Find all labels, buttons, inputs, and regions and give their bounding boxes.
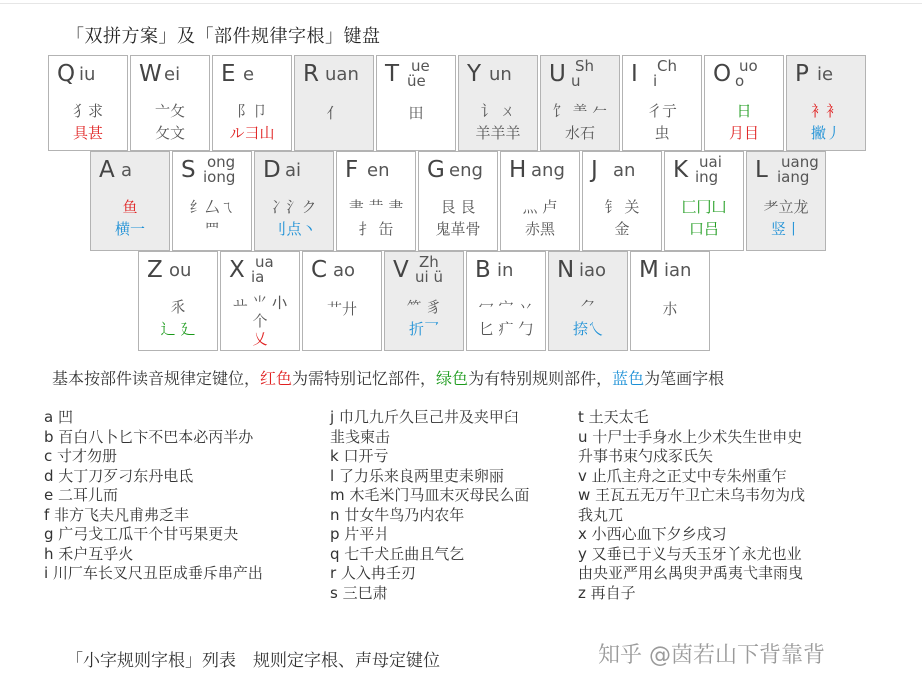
key-r[interactable] <box>294 55 374 151</box>
key-final: u <box>571 72 581 90</box>
legend-text-2: 为需特别记忆部件， <box>292 369 437 388</box>
key-radical: 田 <box>408 104 424 122</box>
key-final: an <box>613 160 636 181</box>
list-item: a 凹 <box>44 408 73 426</box>
key-radical: 犭求 <box>72 102 103 120</box>
key-g[interactable] <box>418 151 498 251</box>
key-letter: Z <box>147 257 163 283</box>
key-letter: S <box>181 157 196 183</box>
key-radical: 虫 <box>654 124 670 142</box>
key-final: uan <box>325 64 359 85</box>
list-item: z 再自子 <box>578 583 636 602</box>
key-red-radical: 月目 <box>728 124 759 142</box>
key-letter: P <box>795 61 809 87</box>
list-item: m 木毛米门马皿末灭母民么面 <box>330 486 530 504</box>
list-item: b 百白八卜匕卞不巴本必丙半办 <box>44 427 254 446</box>
key-final: ai <box>285 160 302 181</box>
key-h[interactable] <box>500 151 580 251</box>
key-letter: R <box>303 61 319 87</box>
key-final: ou <box>169 260 192 281</box>
radical-list-col2 <box>330 408 529 603</box>
key-final: iong <box>203 168 236 186</box>
key-final: in <box>497 260 514 281</box>
key-letter: C <box>311 257 328 283</box>
key-final: ei <box>164 64 181 85</box>
key-w[interactable] <box>130 55 210 151</box>
legend-text-1: 基本按部件读音规律定键位， <box>52 369 261 388</box>
key-radical: ⺮ 豸 <box>406 298 442 316</box>
key-final: ui ü <box>415 268 443 286</box>
key-final: ie <box>817 64 834 85</box>
key-radical: 金 <box>614 220 630 238</box>
list-item: y 又垂已于义与夭玉牙丫永尤也业 <box>578 544 802 563</box>
key-radical: 匕 疒 勹 <box>478 320 534 338</box>
key-blue-radical: 刂点丶 <box>271 220 317 238</box>
key-radical: 朩 <box>662 300 678 318</box>
key-red-radical: 具甚 <box>72 124 103 142</box>
key-y[interactable] <box>458 55 538 151</box>
key-letter: X <box>229 257 245 283</box>
key-radical: 饣 ⺷ 𠂉 <box>552 102 608 120</box>
key-q[interactable] <box>48 55 128 151</box>
watermark: 知乎 @茵若山下背靠背 <box>598 643 825 668</box>
key-letter: H <box>509 157 527 183</box>
key-letter: N <box>557 257 575 283</box>
key-final: ong <box>207 153 236 171</box>
legend-line <box>52 366 724 389</box>
key-c[interactable] <box>302 251 382 351</box>
list-item: f 非方飞夫凡甫弗乏丰 <box>44 505 190 524</box>
list-item: 由央亚严用幺禺臾尹禹夷弋聿雨曳 <box>578 564 804 582</box>
list-item: h 禾户互乎火 <box>44 544 134 563</box>
key-radical: 灬 卢 <box>522 198 558 216</box>
key-blue-radical: 横一 <box>114 220 145 238</box>
key-blue-radical: 捺乀 <box>572 320 603 338</box>
key-final: uang <box>781 153 819 171</box>
key-f[interactable] <box>336 151 416 251</box>
key-letter: G <box>427 157 445 183</box>
footer-caption: 「小字规则字根」列表 规则定字根、声母定键位 <box>66 651 440 671</box>
key-letter: A <box>99 157 115 183</box>
key-final: ian <box>664 260 692 281</box>
key-final: üe <box>407 72 426 90</box>
legend-blue-label: 蓝色 <box>612 369 645 388</box>
key-l[interactable] <box>746 151 826 251</box>
key-j[interactable] <box>582 151 662 251</box>
key-letter: M <box>639 257 659 283</box>
key-radical: 艮 艮 <box>440 198 476 216</box>
key-final: eng <box>449 160 483 181</box>
key-red-radical: 鱼 <box>122 198 138 216</box>
list-item: n 廿女牛鸟乃内农年 <box>330 505 465 524</box>
key-radical: 个 <box>252 312 268 330</box>
top-divider <box>0 3 922 4</box>
key-radical: 冫氵ク <box>271 198 317 216</box>
key-final: ang <box>531 160 565 181</box>
key-radical: 艹廾 <box>326 300 357 318</box>
key-radical: 亠攵 <box>154 102 185 120</box>
key-letter: V <box>393 257 409 283</box>
list-item: 我丸兀 <box>578 505 624 524</box>
key-x[interactable] <box>220 251 300 351</box>
key-m[interactable] <box>630 251 710 351</box>
key-radical: 攵文 <box>154 124 185 142</box>
key-radical: ⺈ <box>580 298 596 316</box>
key-radical: 耂立龙 <box>763 198 809 216</box>
key-letter: O <box>713 61 732 87</box>
key-final: en <box>367 160 390 181</box>
key-e[interactable] <box>212 55 292 151</box>
key-radical: 罒 <box>204 220 220 238</box>
key-red-radical: 乂 <box>252 330 268 348</box>
key-i[interactable] <box>622 55 702 151</box>
key-letter: D <box>263 157 281 183</box>
key-v[interactable] <box>384 251 464 351</box>
key-s[interactable] <box>172 151 252 251</box>
key-radical: ⺻ 龷 ⺻ <box>348 198 404 216</box>
key-green-radical: 口吕 <box>688 220 719 238</box>
key-letter: F <box>345 157 359 183</box>
key-radical: 阝卩 <box>236 102 267 120</box>
key-k[interactable] <box>664 151 744 251</box>
list-item: x 小西心血下夕乡戌习 <box>578 525 727 543</box>
key-radical: ㅛ ⺌ 𡭔 <box>232 294 288 312</box>
page-title: 「双拼方案」及「部件规律字根」键盘 <box>66 26 381 47</box>
key-d[interactable] <box>254 151 334 251</box>
key-letter: Y <box>467 61 482 87</box>
key-t[interactable] <box>376 55 456 151</box>
legend-text-4: 为笔画字根 <box>644 369 725 388</box>
key-letter: Q <box>57 61 76 87</box>
key-final: Sh <box>575 57 595 75</box>
radical-list-col3 <box>578 408 805 603</box>
key-letter: I <box>631 61 638 87</box>
key-letter: E <box>221 61 236 87</box>
key-radical: 冖 宀 丷 <box>478 298 534 316</box>
key-a[interactable] <box>90 151 170 251</box>
key-p[interactable] <box>786 55 866 151</box>
key-final: uai <box>699 153 722 171</box>
key-final: Zh <box>419 253 439 271</box>
legend-green-label: 绿色 <box>436 369 469 388</box>
key-o[interactable] <box>704 55 784 151</box>
key-u[interactable] <box>540 55 620 151</box>
key-letter: U <box>549 61 566 87</box>
list-item: k 口开亏 <box>330 447 389 465</box>
list-item: v 止爪主舟之正丈中专朱州重乍 <box>578 466 787 485</box>
key-letter: K <box>673 157 689 183</box>
key-final: iao <box>579 260 607 281</box>
legend-text-3: 为有特别规则部件， <box>468 369 613 388</box>
radical-list-col1 <box>44 408 263 584</box>
key-final: uo <box>739 57 758 75</box>
key-green-radical: 匚冂凵 <box>681 198 727 216</box>
list-item: 韭戋柬击 <box>330 427 391 446</box>
key-radical: 讠 ㄨ <box>480 102 516 120</box>
key-z[interactable] <box>138 251 218 351</box>
list-item: j 巾几九斤久巨己井及夹甲臼 <box>330 408 519 426</box>
key-final: e <box>243 64 255 85</box>
key-radical: 水石 <box>564 124 595 142</box>
list-item: p 片平爿 <box>330 525 390 543</box>
key-blue-radical: 折乛 <box>408 320 439 338</box>
key-green-radical: 日 <box>736 102 752 120</box>
list-item: 升事书束勺戍豕氏矢 <box>578 447 714 465</box>
key-final: a <box>121 160 133 181</box>
list-item: t 土天太乇 <box>578 408 649 426</box>
key-final: iang <box>777 168 810 186</box>
list-item: l 了力乐来良两里吏耒卵丽 <box>330 466 504 485</box>
key-final: ing <box>695 168 719 186</box>
key-radical: 纟厶ㄟ <box>189 198 235 216</box>
key-final: o <box>735 72 745 90</box>
key-final: i <box>653 72 658 90</box>
key-final: ao <box>333 260 356 281</box>
key-final: ua <box>255 253 274 271</box>
key-radical: 赤黑 <box>524 220 555 238</box>
key-red-radical: ル彐山 <box>229 124 275 142</box>
key-letter: W <box>139 61 162 87</box>
key-blue-radical: 竖丨 <box>770 220 801 238</box>
legend-red-label: 红色 <box>260 369 293 388</box>
key-letter: T <box>385 61 400 87</box>
list-item: c 寸才勿册 <box>44 447 118 465</box>
key-final: ia <box>251 268 265 286</box>
list-item: i 川厂车长叉尺丑臣成垂斥串产出 <box>44 564 263 582</box>
key-radical: 羊羊羊 <box>475 124 521 142</box>
key-radical: 乑 <box>170 298 186 316</box>
key-final: ue <box>411 57 430 75</box>
key-green-radical: 辶 廴 <box>160 320 196 338</box>
key-radical: 彳亍 <box>646 102 677 120</box>
list-item: q 七千犬丘曲且气乞 <box>330 544 465 563</box>
key-letter: L <box>755 157 768 183</box>
list-item: u 十尸士手身水上少术失生世申史 <box>578 427 803 446</box>
list-item: r 人入冉壬刃 <box>330 564 416 582</box>
key-radical: 亻 <box>326 104 342 122</box>
list-item: d 大丁刀歹刁东丹电氐 <box>44 466 194 485</box>
list-item: s 三巳肃 <box>330 583 388 602</box>
key-red-radical: 衤衤 <box>810 102 841 120</box>
key-blue-radical: 撇丿 <box>810 124 841 142</box>
list-item: w 王瓦五无万午卫亡未乌韦勿为戊 <box>578 486 806 504</box>
key-b[interactable] <box>466 251 546 351</box>
key-radical: 扌 缶 <box>358 220 394 238</box>
key-radical: 鬼革骨 <box>435 220 481 238</box>
key-radical: 钅 关 <box>604 198 640 216</box>
key-letter: J <box>591 157 598 183</box>
key-final: iu <box>79 64 96 85</box>
key-final: un <box>489 64 512 85</box>
key-letter: B <box>475 257 491 283</box>
key-n[interactable] <box>548 251 628 351</box>
list-item: g 广弓戈工瓜干个甘丐果更夬 <box>44 525 239 543</box>
list-item: e 二耳儿而 <box>44 486 118 504</box>
key-final: Ch <box>657 57 677 75</box>
